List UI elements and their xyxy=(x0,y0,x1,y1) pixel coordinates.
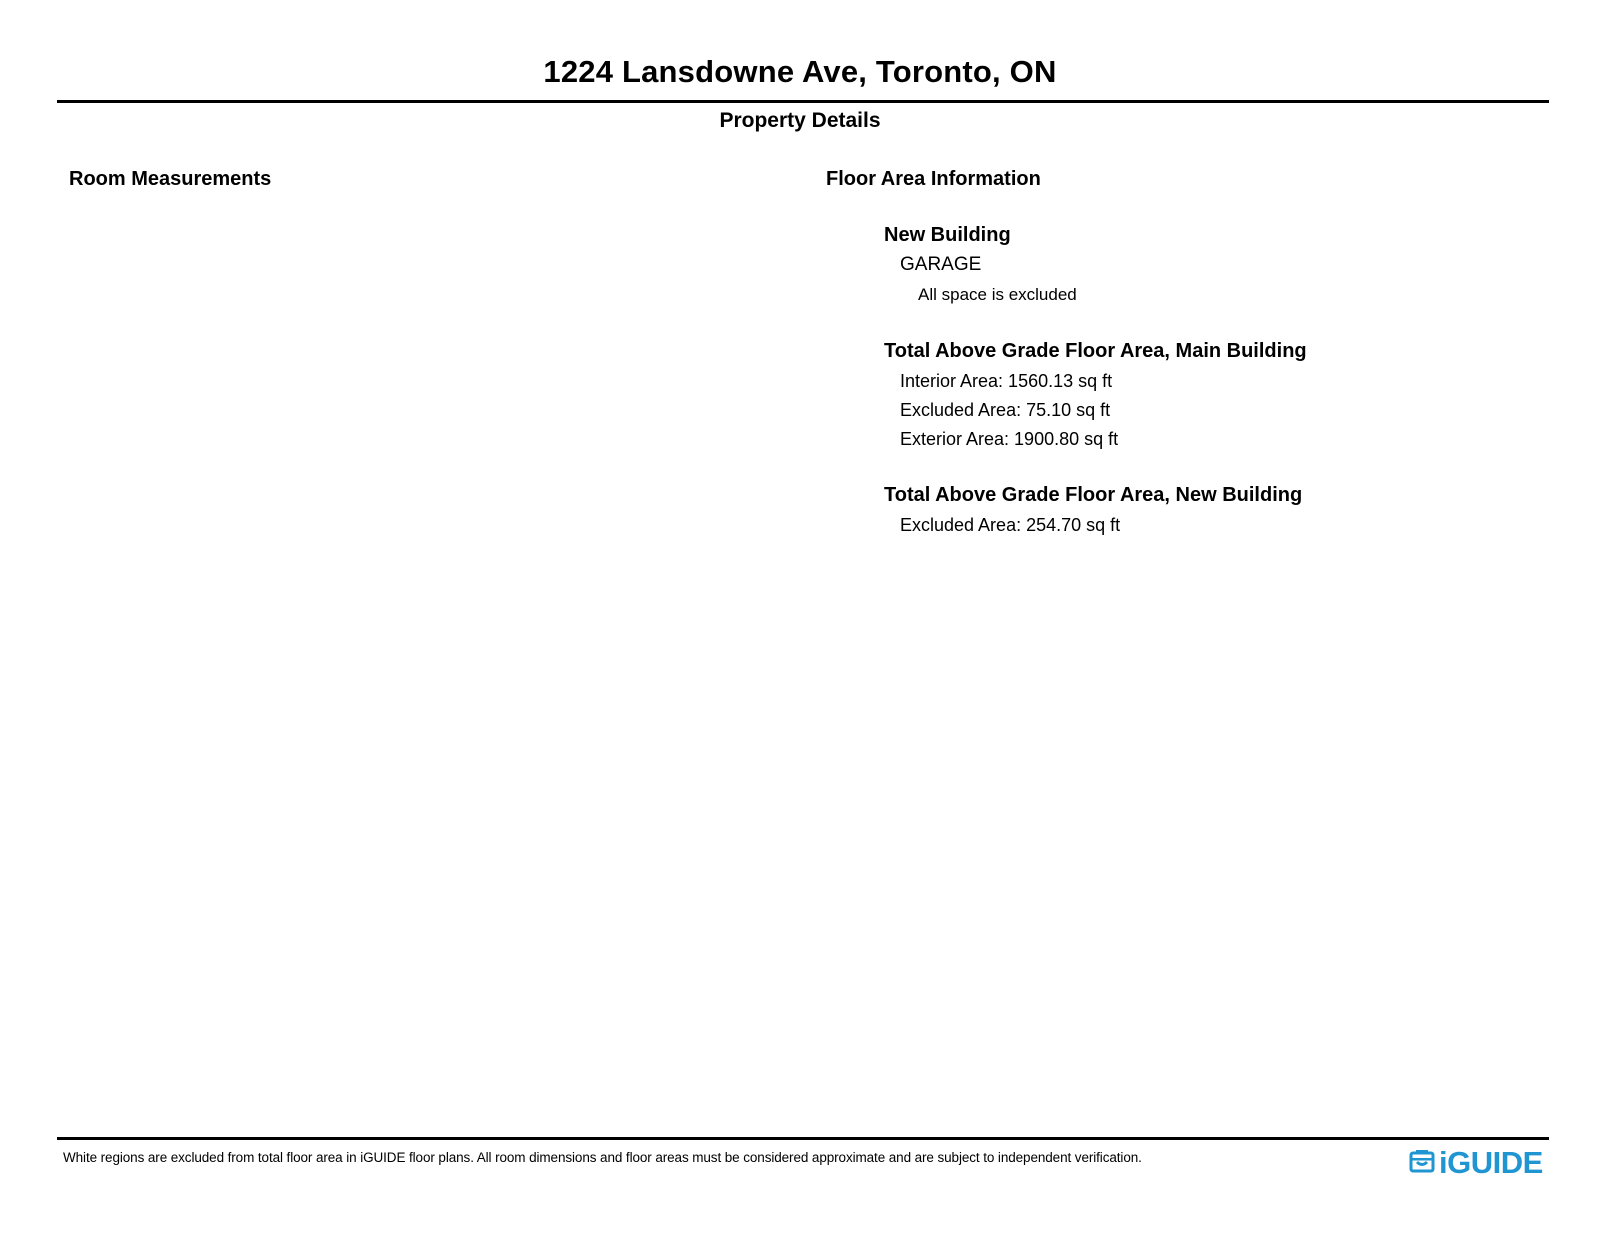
iguide-logo xyxy=(1409,1146,1543,1180)
header-divider xyxy=(57,100,1549,103)
page-subtitle: Property Details xyxy=(719,109,881,132)
garage-level-label: GARAGE xyxy=(900,254,982,275)
main-building-total-title: Total Above Grade Floor Area, Main Building xyxy=(884,340,1307,362)
new-building-total-title: Total Above Grade Floor Area, New Building xyxy=(884,484,1303,506)
footer-divider xyxy=(57,1137,1549,1140)
garage-excluded-note: All space is excluded xyxy=(918,285,1077,304)
camera-icon xyxy=(1409,1148,1435,1179)
main-excluded-area: Excluded Area: 75.10 sq ft xyxy=(900,400,1111,420)
new-building-title: New Building xyxy=(884,224,1011,246)
page-title: 1224 Lansdowne Ave, Toronto, ON xyxy=(543,54,1057,89)
logo-text: iGUIDE xyxy=(1439,1145,1543,1180)
floor-area-heading: Floor Area Information xyxy=(826,168,1041,190)
main-exterior-area: Exterior Area: 1900.80 sq ft xyxy=(900,429,1119,449)
footer-disclaimer: White regions are excluded from total floor area in iGUIDE floor plans. All room dimensions and floor areas must be considered approximate and are subject to independent verification. xyxy=(63,1150,1142,1165)
room-measurements-heading: Room Measurements xyxy=(69,168,272,190)
new-excluded-area: Excluded Area: 254.70 sq ft xyxy=(900,515,1121,535)
main-interior-area: Interior Area: 1560.13 sq ft xyxy=(900,371,1113,391)
